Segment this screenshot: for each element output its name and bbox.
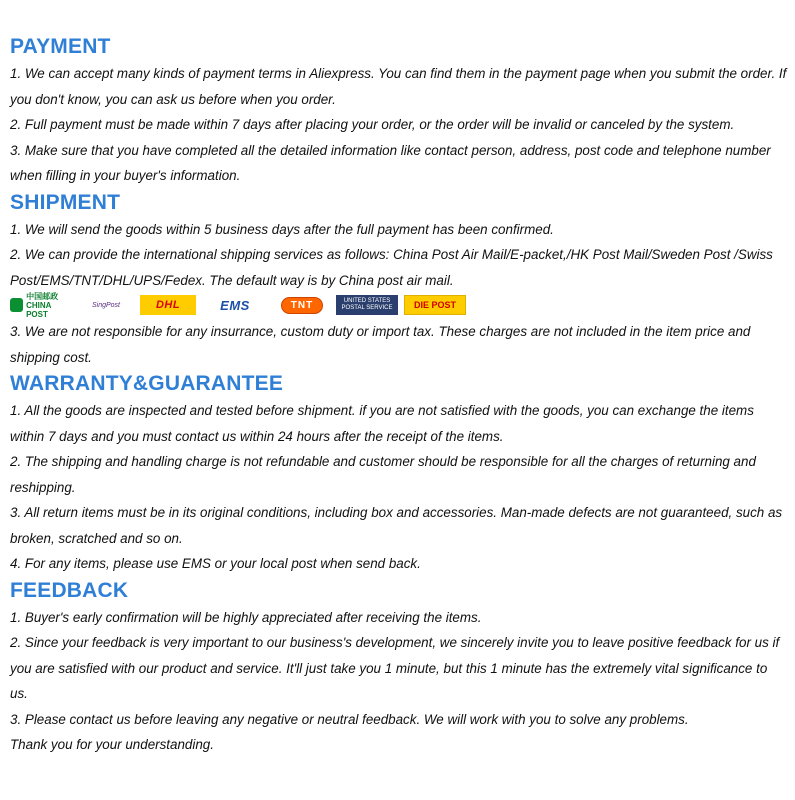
die-post-logo [404,295,466,315]
china-post-cn-text: 中国邮政 [26,291,59,301]
warranty-item-4: 4. For any items, please use EMS or your local post when send back. [10,556,421,571]
china-post-logo [10,291,72,319]
warranty-item-2: 2. The shipping and handling charge is not refundable and customer should be responsible for all the charges of returning and reshipping. [10,454,756,495]
warranty-heading: WARRANTY&GUARANTEE [10,372,284,395]
carrier-logos [10,293,795,317]
payment-item-3: 3. Make sure that you have completed all the detailed information like contact person, address, post code and telephone number when filling in your buyer's information. [10,142,771,183]
china-post-en-text: CHINA POST [26,300,52,319]
shipment-heading: SHIPMENT [10,190,121,214]
dhl-text: DHL [155,299,181,311]
die-post-text: DIE POST [413,300,456,310]
feedback-item-3: 3. Please contact us before leaving any negative or neutral feedback. We will work with you to solve any problems. [10,711,689,727]
feedback-heading: FEEDBACK [10,578,129,602]
shipment-item-1: 1. We will send the goods within 5 business days after the full payment has been confirmed. [10,221,554,237]
tnt-text: TNT [281,297,323,314]
ems-text: EMS [220,297,250,313]
singpost-logo [78,295,134,315]
tnt-logo [274,295,330,315]
ems-logo [202,295,268,315]
shipment-item-3: 3. We are not responsible for any insurrance, custom duty or import tax. These charges are not included in the item price and shipping cost. [10,324,751,365]
warranty-item-3: 3. All return items must be in its original conditions, including box and accessories. Man-made defects are not guaranteed, such as broken, scratched and so on. [10,505,783,546]
payment-item-1: 1. We can accept many kinds of payment terms in Aliexpress. You can find them in the payment page when you submit the order. If you don't know, you can ask us before when you order. [10,66,787,107]
feedback-item-2: 2. Since your feedback is very important to our business's development, we sincerely invite you to leave positive feedback for us if you are satisfied with our product and service. It'll just take you 1 minute, but this 1 minute has the extremely vital significance to us. [10,635,780,701]
usps-line2-text: POSTAL SERVICE [341,305,393,311]
payment-item-2: 2. Full payment must be made within 7 days after placing your order, or the order will be invalid or canceled by the system. [10,117,735,132]
shipment-item-2: 2. We can provide the international shipping services as follows: China Post Air Mail/E-packet,/HK Post Mail/Sweden Post /Swiss Post/EMS/TNT/DHL/UPS/Fedex. The default way is by China post air mail. [10,247,773,288]
singpost-text: SingPost [91,301,121,309]
feedback-thanks: Thank you for your understanding. [10,737,214,752]
china-post-icon [10,298,23,312]
dhl-logo [140,295,196,315]
usps-line1-text: UNITED STATES [343,298,391,304]
usps-logo [336,295,398,315]
feedback-item-1: 1. Buyer's early confirmation will be highly appreciated after receiving the items. [10,609,482,625]
payment-heading: PAYMENT [10,35,111,58]
warranty-item-1: 1. All the goods are inspected and tested before shipment. if you are not satisfied with the goods, you can exchange the items within 7 days and you must contact us within 24 hours after the receipt of the items. [10,403,754,444]
